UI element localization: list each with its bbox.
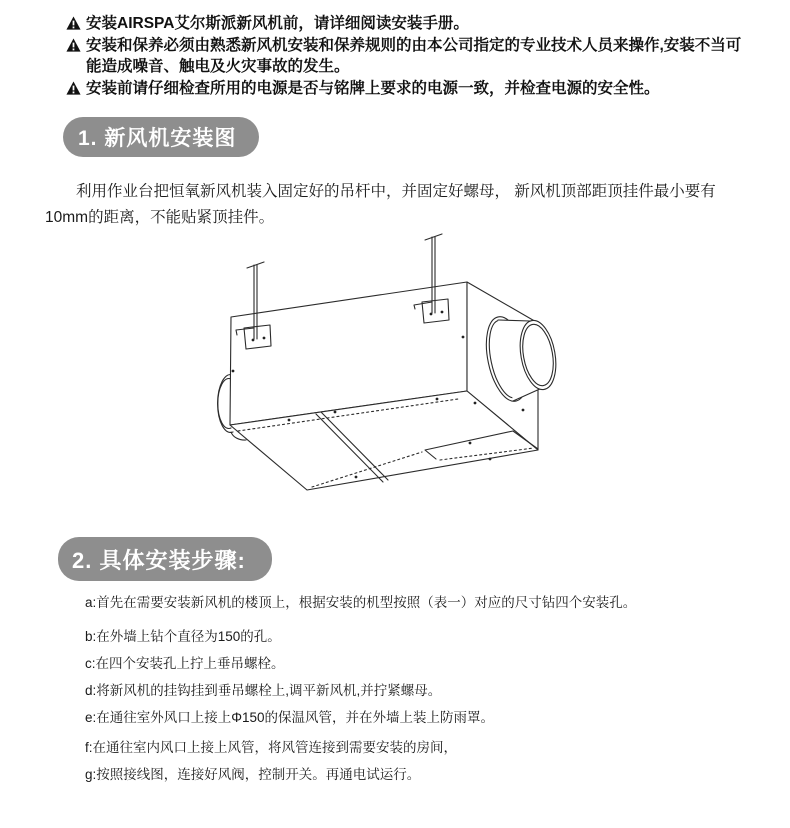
install-step-c: c:在四个安装孔上拧上垂吊螺栓。 xyxy=(85,656,285,671)
section-1-title: 1. 新风机安装图 xyxy=(78,127,237,150)
warning-icon xyxy=(66,81,81,95)
install-step-e: e:在通往室外风口上接上Φ150的保温风管，并在外墙上装上防雨罩。 xyxy=(85,710,495,725)
warning-icon xyxy=(66,38,81,52)
warning-text: 安装和保养必须由熟悉新风机安装和保养规则的由本公司指定的专业技术人员来操作,安装不当可能造成噪音、触电及火灾事故的发生。 xyxy=(86,36,742,75)
warning-text: 安装前请仔细检查所用的电源是否与铭牌上要求的电源一致，并检查电源的安全性。 xyxy=(86,79,660,97)
warning-icon xyxy=(66,16,81,30)
section-1-header xyxy=(63,117,259,157)
install-step-b: b:在外墙上钻个直径为150的孔。 xyxy=(85,629,281,644)
section-1-body: 利用作业台把恒氧新风机装入固定好的吊杆中，并固定好螺母， 新风机顶部距顶挂件最小要有10mm的距离，不能贴紧顶挂件。 xyxy=(45,182,716,226)
installation-diagram xyxy=(200,226,600,521)
warning-list xyxy=(66,13,748,99)
install-step-g: g:按照接线图，连接好风阀，控制开关。再通电试运行。 xyxy=(85,767,421,782)
install-step-f: f:在通往室内风口上接上风管，将风管连接到需要安装的房间， xyxy=(85,740,458,755)
warning-item xyxy=(66,13,748,35)
install-step-d: d:将新风机的挂钩挂到垂吊螺栓上,调平新风机,并拧紧螺母。 xyxy=(85,683,442,698)
install-steps xyxy=(85,595,750,794)
warning-text: 安装AIRSPA艾尔斯派新风机前，请详细阅读安装手册。 xyxy=(86,15,469,32)
section-2-header xyxy=(58,537,272,581)
section-2-title: 2. 具体安装步骤: xyxy=(72,547,246,573)
warning-item xyxy=(66,35,748,78)
install-step-a: a:首先在需要安装新风机的楼顶上，根据安装的机型按照（表一）对应的尺寸钻四个安装孔。 xyxy=(85,595,637,610)
warning-item xyxy=(66,78,748,100)
